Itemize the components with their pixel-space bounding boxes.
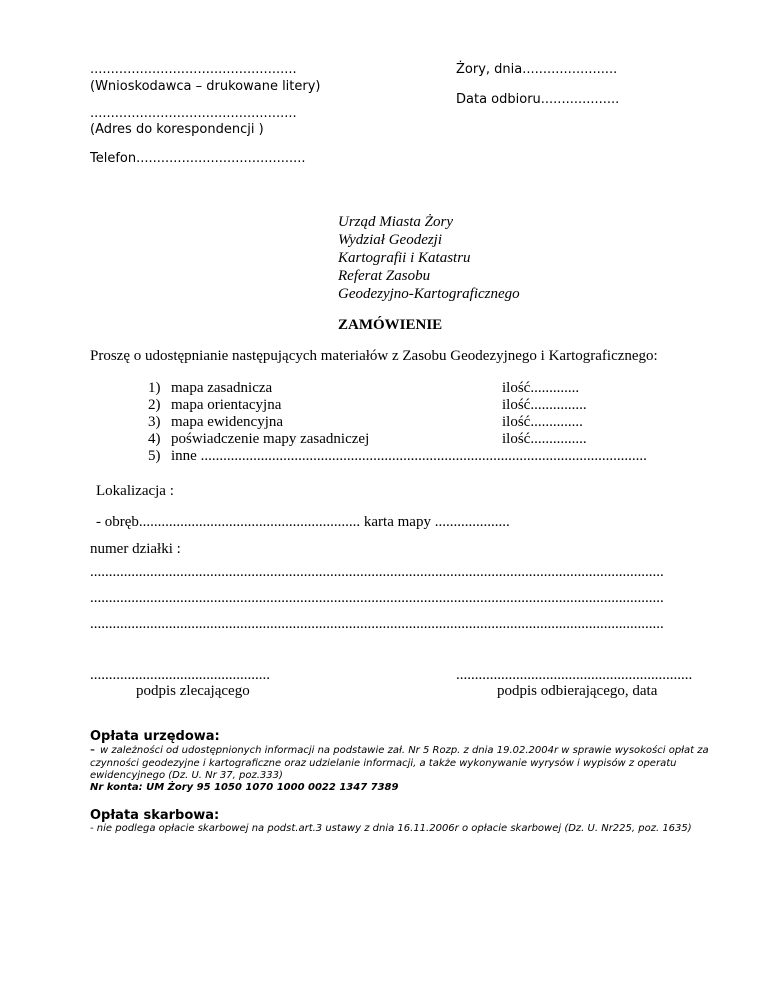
intro-text: Proszę o udostępnianie następujących materiałów z Zasobu Geodezyjnego i Kartograficznego: [90,348,658,364]
precinct-field[interactable]: - obręb........................................................... karta mapy .................... [96,514,510,530]
location-label: Lokalizacja : [96,483,174,499]
address-field[interactable]: .................................................. [90,106,297,121]
material-num: 1) [148,380,161,396]
official-fee-dash: - [90,742,96,758]
material-qty[interactable]: ilość............. [502,380,580,396]
official-fee-text: w zależności od udostępnionych informacji na podstawie zał. Nr 5 Rozp. z dnia 19.02.2004r w sprawie wysokości opłat za czynności geodezyjne i kartograficzne oraz udzielanie informacji, a także wykonywanie wyrysów i wypisów z operatu ewidencyjnego (Dz. U. Nr 37, poz.333) [90,745,709,781]
addressee-line-1: Urząd Miasta Żory [338,214,454,230]
material-num: 4) [148,431,161,447]
address-label: (Adres do korespondencji ) [90,122,264,137]
material-qty[interactable]: ilość............... [502,397,587,413]
receiver-signature-field[interactable]: ............................................................... [456,667,693,683]
applicant-field[interactable]: .................................................. [90,62,297,77]
parcel-line[interactable]: ......................................................................................................................................................... [90,616,664,632]
client-signature-field[interactable]: ................................................ [90,667,270,683]
material-other-field[interactable]: inne ....................................................................................................................... [171,448,647,464]
stamp-fee-text: - nie podlega opłacie skarbowej na podst.art.3 ustawy z dnia 16.11.2006r o opłacie skarbowej (Dz. U. Nr225, poz. 1635) [90,823,692,834]
addressee-line-3: Kartografii i Katastru [338,250,471,266]
bank-account: Nr konta: UM Żory 95 1050 1070 1000 0022 1347 7389 [90,782,399,793]
material-qty[interactable]: ilość.............. [502,414,583,430]
city-date-field[interactable]: Żory, dnia....................... [456,62,618,77]
parcel-label: numer działki : [90,541,181,557]
material-num: 2) [148,397,161,413]
material-qty[interactable]: ilość............... [502,431,587,447]
addressee-line-5: Geodezyjno-Kartograficznego [338,286,520,302]
material-name: mapa ewidencyjna [171,414,284,430]
phone-field[interactable]: Telefon......................................... [90,151,306,166]
stamp-fee-title: Opłata skarbowa: [90,808,220,823]
client-signature-label: podpis zlecającego [136,683,250,699]
parcel-line[interactable]: ......................................................................................................................................................... [90,590,664,606]
material-name: poświadczenie mapy zasadniczej [171,431,370,447]
addressee-line-2: Wydział Geodezji [338,232,443,248]
material-name: mapa zasadnicza [171,380,273,396]
addressee-line-4: Referat Zasobu [338,268,431,284]
pickup-date-field[interactable]: Data odbioru................... [456,92,620,107]
material-name: mapa orientacyjna [171,397,282,413]
material-num: 5) [148,448,161,464]
official-fee-title: Opłata urzędowa: [90,729,220,744]
receiver-signature-label: podpis odbierającego, data [497,683,658,699]
material-num: 3) [148,414,161,430]
document-title: ZAMÓWIENIE [338,317,443,333]
applicant-label: (Wnioskodawca – drukowane litery) [90,79,321,94]
parcel-line[interactable]: ......................................................................................................................................................... [90,564,664,580]
